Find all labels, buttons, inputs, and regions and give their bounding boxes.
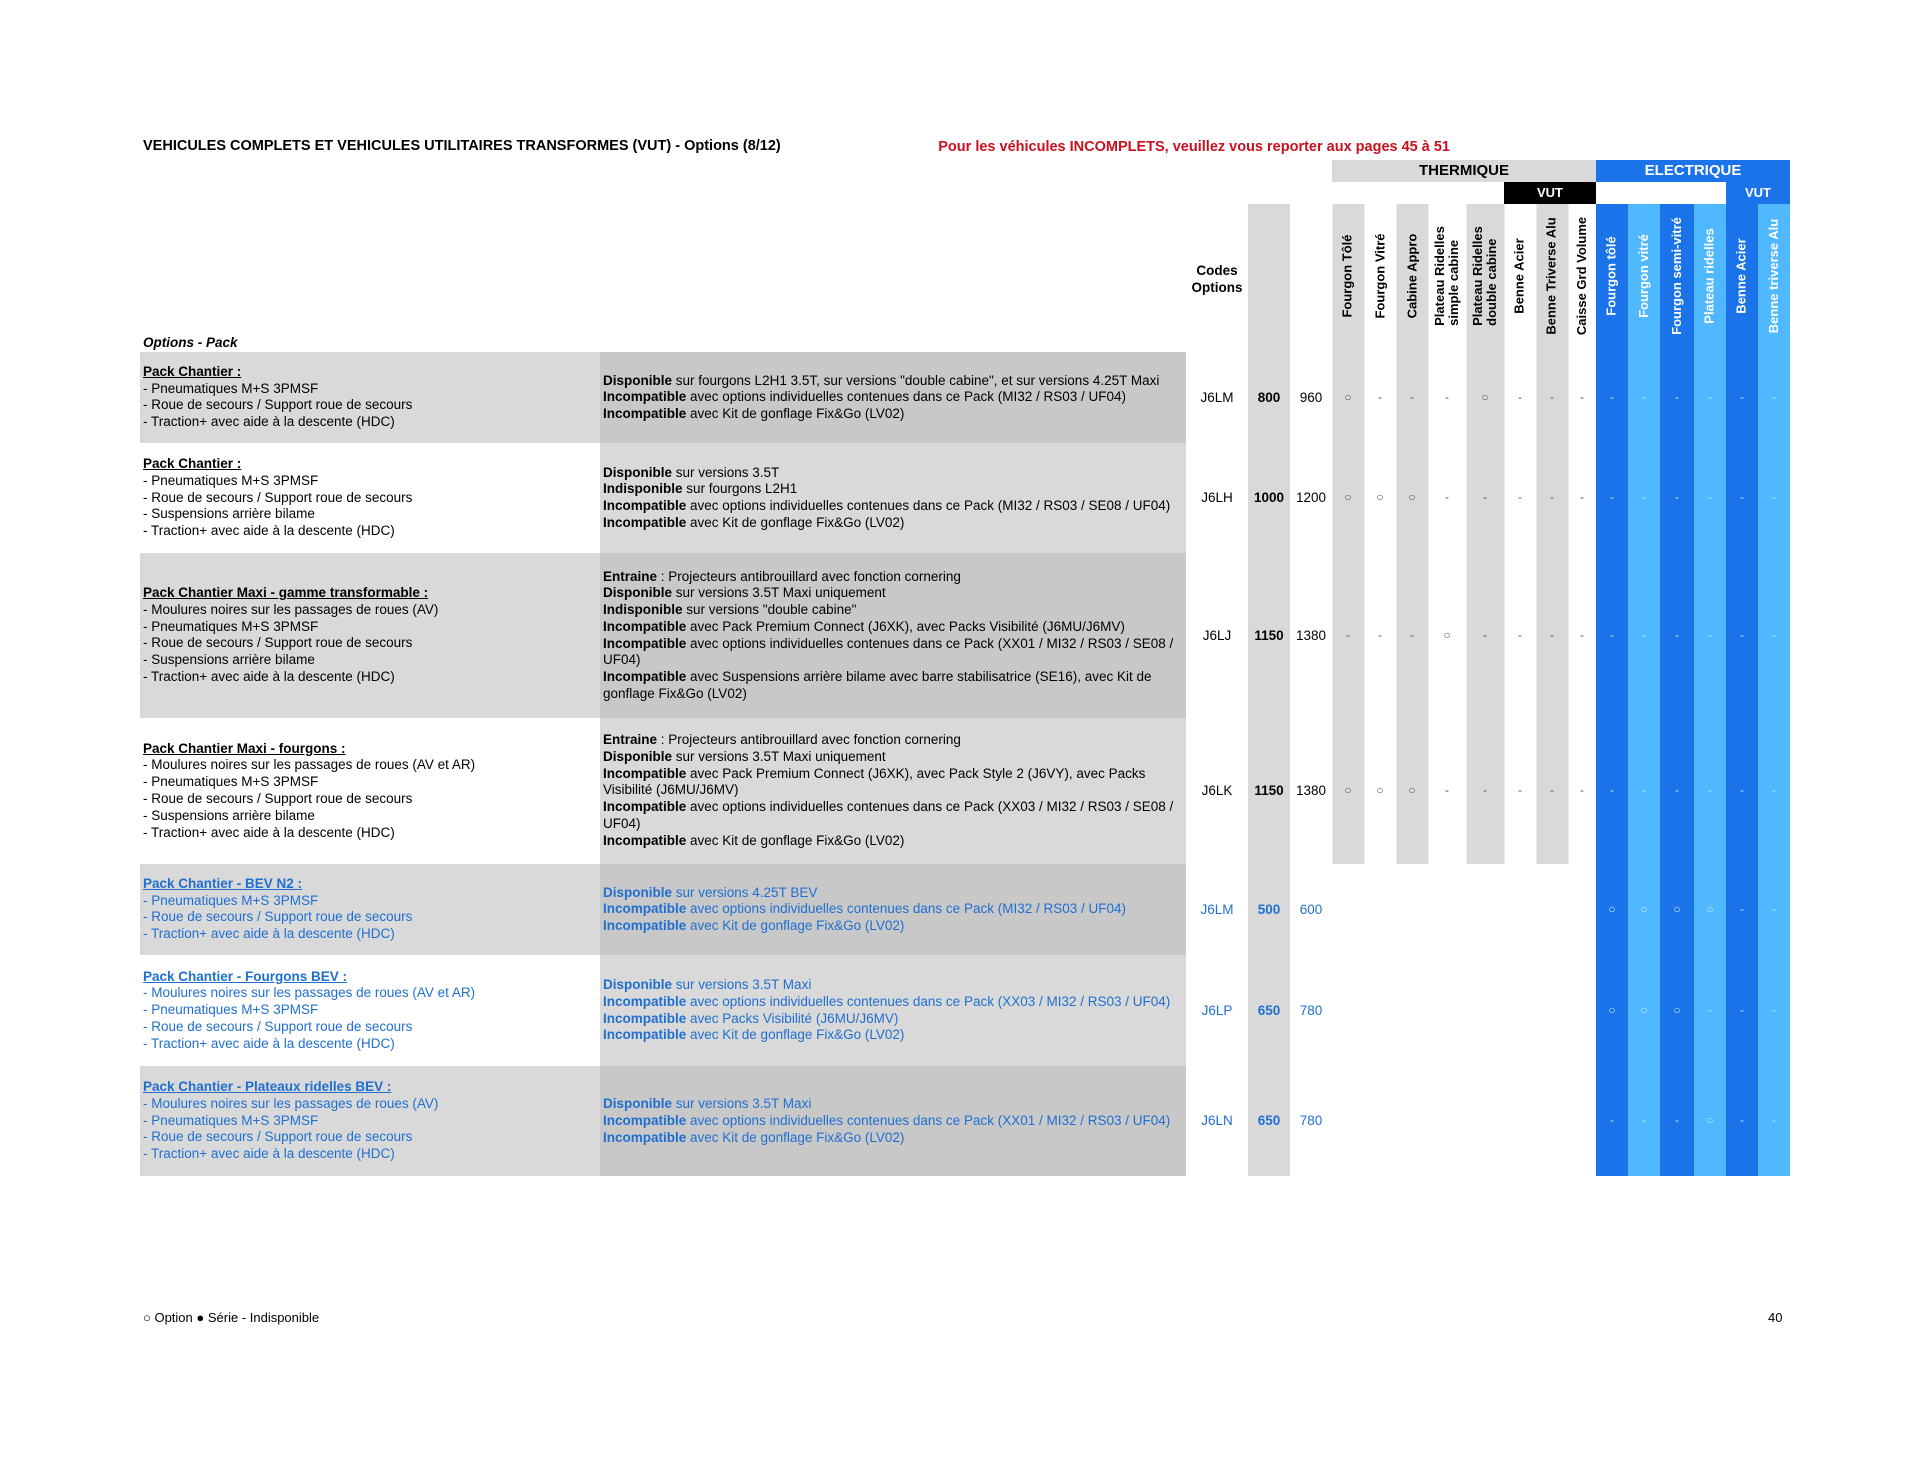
incomplete-vehicles-note: Pour les véhicules INCOMPLETS, veuillez vous reporter aux pages 45 à 51 [938,139,1450,155]
price-ttc: 1380 [1295,783,1327,798]
availability-mark: - [1483,490,1487,504]
pack-name-cell [143,741,598,842]
availability-mark: - [1740,901,1744,916]
availability-mark: ○ [1706,901,1714,916]
description-line: Incompatible avec options individuelles contenues dans ce Pack (MI32 / RS03 / SE08 / UF04) [603,498,1171,514]
availability-mark: - [1610,1113,1614,1127]
availability-mark: - [1483,627,1487,642]
column-label-text: Benne Acier [1512,238,1528,314]
price-ttc: 1380 [1295,627,1327,643]
availability-mark: - [1772,901,1776,916]
pack-item: - Pneumatiques M+S 3PMSF [143,1002,319,1018]
thermique-column-label [1466,204,1504,348]
availability-mark: ○ [1408,783,1416,797]
availability-mark: ○ [1608,1002,1616,1017]
pack-description-cell [603,885,1183,935]
description-line: Incompatible avec options individuelles contenues dans ce Pack (XX03 / MI32 / RS03 / SE08 / UF04) [603,799,1174,831]
description-keyword: Incompatible [603,1112,687,1128]
column-label-text: Plateau Ridelles double cabine [1470,226,1499,326]
price-ttc: 600 [1299,901,1323,917]
description-keyword: Entraine [603,568,658,584]
availability-mark: ○ [1376,490,1384,504]
availability-mark: - [1772,627,1776,642]
thermique-column-label [1396,204,1428,348]
pack-description-cell [603,977,1183,1044]
pack-item: - Pneumatiques M+S 3PMSF [143,892,319,908]
description-keyword: Incompatible [603,765,687,781]
pack-item: - Moulures noires sur les passages de roues (AV et AR) [143,985,476,1001]
electrique-column-label [1596,204,1628,348]
price-ht: 500 [1257,901,1281,917]
pack-name-cell [143,456,598,540]
availability-mark: - [1642,389,1646,404]
availability-mark: ○ [1376,783,1384,797]
electrique-column-label [1758,204,1790,348]
availability-mark: - [1445,783,1449,797]
availability-mark: ○ [1706,1113,1714,1127]
description-keyword: Incompatible [603,389,687,405]
availability-mark: - [1708,627,1712,642]
description-line: Disponible sur versions 3.5T Maxi uniquement [603,748,886,764]
column-label-text: Benne triverse Alu [1766,218,1781,334]
pack-title[interactable]: Pack Chantier - Fourgons BEV : [143,968,348,984]
availability-mark: - [1580,490,1584,504]
page-title: VEHICULES COMPLETS ET VEHICULES UTILITAIRES TRANSFORMES (VUT) - Options (8/12) [143,138,781,154]
description-line: Incompatible avec Kit de gonflage Fix&Go (LV02) [603,1129,905,1145]
pack-item: - Traction+ avec aide à la descente (HDC) [143,523,395,539]
availability-mark: - [1483,783,1487,797]
price-ttc: 960 [1299,389,1323,405]
availability-mark: - [1610,783,1614,797]
availability-mark: - [1378,627,1382,642]
price-ht: 1000 [1253,490,1285,505]
availability-mark: - [1518,389,1522,404]
availability-mark: ○ [1443,627,1451,642]
price-ttc: 780 [1299,1002,1323,1018]
pack-item: - Pneumatiques M+S 3PMSF [143,1112,319,1128]
pack-item: - Roue de secours / Support roue de secours [143,1129,413,1145]
availability-mark: - [1675,627,1679,642]
pack-item: - Pneumatiques M+S 3PMSF [143,618,319,634]
description-keyword: Incompatible [603,1027,687,1043]
pack-item: - Traction+ avec aide à la descente (HDC) [143,1035,395,1051]
description-keyword: Indisponible [603,481,683,497]
availability-mark: - [1740,389,1744,404]
description-line: Incompatible avec Pack Premium Connect (J6XK), avec Pack Style 2 (J6VY), avec Packs Visibilité (J6MU/J6MV) [603,765,1146,798]
availability-mark: - [1445,389,1449,404]
description-line: Disponible sur versions 3.5T Maxi uniquement [603,585,886,601]
legend: ○ Option ● Série - Indisponible [143,1310,320,1325]
price-ht: 650 [1257,1113,1281,1128]
column-label-text: Fourgon tôlé [1604,236,1619,316]
availability-mark: - [1610,389,1614,404]
description-keyword: Incompatible [603,1010,687,1026]
pack-description-cell [603,1096,1183,1146]
description-line: Incompatible avec Kit de gonflage Fix&Go (LV02) [603,406,905,422]
availability-mark: - [1580,783,1584,797]
availability-mark: - [1740,783,1744,797]
description-line: Indisponible sur fourgons L2H1 [603,481,798,497]
electrique-column-label [1726,204,1758,348]
availability-mark: - [1518,490,1522,504]
pack-item: - Suspensions arrière bilame [143,506,315,522]
description-keyword: Disponible [603,977,673,992]
pack-name-cell [143,876,598,943]
pack-title[interactable]: Pack Chantier - Plateaux ridelles BEV : [143,1079,392,1094]
availability-mark: - [1550,490,1554,504]
availability-mark: - [1580,627,1584,642]
pack-item: - Pneumatiques M+S 3PMSF [143,380,319,396]
pack-item: - Roue de secours / Support roue de secours [143,909,413,925]
section-label: Options - Pack [143,335,238,350]
thermique-column-label [1504,204,1536,348]
pack-item: - Moulures noires sur les passages de roues (AV) [143,1095,439,1111]
availability-mark: - [1642,490,1646,504]
electrique-column-stripe [1694,204,1726,1176]
pack-name-cell [143,1079,598,1163]
availability-mark: - [1708,783,1712,797]
option-code: J6LN [1201,1113,1233,1128]
description-keyword: Entraine [603,732,658,747]
column-label-text: Benne Acier [1734,238,1750,314]
pack-name-cell [143,585,598,686]
description-line: Incompatible avec Packs Visibilité (J6MU/J6MV) [603,1010,899,1026]
availability-mark: ○ [1640,901,1648,916]
description-keyword: Incompatible [603,918,687,934]
pack-item: - Traction+ avec aide à la descente (HDC) [143,414,395,430]
availability-mark: - [1518,783,1522,797]
description-keyword: Incompatible [603,669,687,685]
price-column-stripe [1248,204,1290,1176]
thermique-column-label [1568,204,1596,348]
description-keyword: Disponible [603,884,673,900]
electrique-column-stripe [1596,204,1628,1176]
availability-mark: ○ [1408,490,1416,504]
pack-item: - Suspensions arrière bilame [143,652,315,668]
description-line: Incompatible avec Kit de gonflage Fix&Go (LV02) [603,514,905,530]
availability-mark: - [1675,783,1679,797]
pack-item: - Suspensions arrière bilame [143,807,315,823]
electrique-column-stripe [1726,204,1758,1176]
thermique-column-label [1332,204,1364,348]
column-label-text: Fourgon semi-vitré [1669,217,1684,335]
availability-mark: ○ [1344,783,1352,797]
availability-mark: ○ [1481,389,1489,404]
description-line: Entraine : Projecteurs antibrouillard avec fonction cornering [603,568,961,584]
availability-mark: - [1772,490,1776,504]
availability-mark: - [1740,490,1744,504]
pack-item: - Roue de secours / Support roue de secours [143,635,413,651]
pack-description-cell [603,732,1183,850]
codes-options-header: Codes Options [1191,263,1243,295]
description-keyword: Incompatible [603,514,687,530]
pack-name-cell [143,969,598,1053]
thermique-header: THERMIQUE [1332,160,1596,182]
availability-mark: - [1772,1113,1776,1127]
price-ht: 1150 [1254,627,1284,643]
electrique-column-label [1660,204,1694,348]
availability-mark: - [1675,490,1679,504]
description-line: Incompatible avec Kit de gonflage Fix&Go (LV02) [603,832,905,848]
description-keyword: Incompatible [603,832,687,848]
availability-mark: ○ [1673,1002,1681,1017]
pack-item: - Traction+ avec aide à la descente (HDC) [143,1146,395,1162]
description-keyword: Incompatible [603,618,687,634]
electrique-column-stripe [1758,204,1790,1176]
price-ttc: 1200 [1295,490,1327,505]
description-line: Incompatible avec Kit de gonflage Fix&Go (LV02) [603,918,905,934]
description-line: Incompatible avec Kit de gonflage Fix&Go (LV02) [603,1027,905,1043]
availability-mark: - [1445,490,1449,504]
pack-title[interactable]: Pack Chantier : [143,456,242,471]
electrique-header: ELECTRIQUE [1596,160,1790,182]
option-code: J6LM [1200,901,1234,917]
availability-mark: - [1772,1002,1776,1017]
availability-mark: - [1675,1113,1679,1127]
description-keyword: Incompatible [603,406,687,422]
availability-mark: - [1642,1113,1646,1127]
description-keyword: Disponible [603,464,673,480]
option-code: J6LM [1200,389,1234,405]
column-label-text: Fourgon Tôlé [1340,234,1356,318]
availability-mark: - [1642,627,1646,642]
description-keyword: Incompatible [603,901,687,917]
pack-item: - Traction+ avec aide à la descente (HDC) [143,669,395,685]
description-keyword: Incompatible [603,498,687,514]
price-ht: 1150 [1254,783,1284,798]
pack-title[interactable]: Pack Chantier Maxi - fourgons : [143,740,346,756]
availability-mark: - [1378,389,1382,404]
availability-mark: - [1772,783,1776,797]
pack-description-cell [603,569,1183,703]
description-line: Disponible sur versions 3.5T Maxi [603,1096,812,1111]
column-label-text: Fourgon vitré [1636,234,1651,318]
availability-mark: - [1642,783,1646,797]
column-label-text: Benne Triverse Alu [1544,217,1560,335]
pack-name-cell [143,364,598,431]
option-code: J6LH [1201,490,1233,505]
price-ht: 650 [1257,1002,1281,1018]
pack-item: - Pneumatiques M+S 3PMSF [143,774,319,790]
availability-mark: ○ [1344,389,1352,404]
availability-mark: - [1580,389,1584,404]
electrique-column-stripe [1660,204,1694,1176]
electrique-column-label [1628,204,1660,348]
price-ttc: 780 [1299,1113,1323,1128]
description-line: Incompatible avec options individuelles contenues dans ce Pack (MI32 / RS03 / UF04) [603,901,1126,917]
pack-description-cell [603,465,1183,532]
description-keyword: Disponible [603,748,673,764]
option-code: J6LK [1201,783,1233,798]
pack-item: - Moulures noires sur les passages de roues (AV et AR) [143,757,476,773]
availability-mark: - [1610,490,1614,504]
column-label-text: Fourgon Vitré [1372,233,1388,319]
pack-title[interactable]: Pack Chantier : [143,363,242,379]
availability-mark: - [1610,627,1614,642]
description-line: Indisponible sur versions "double cabine" [603,602,857,618]
description-line: Incompatible avec options individuelles contenues dans ce Pack (XX03 / MI32 / RS03 / UF04) [603,993,1171,1009]
price-column-stripe [1290,204,1332,1176]
pack-title[interactable]: Pack Chantier Maxi - gamme transformable : [143,585,429,601]
electrique-column-label [1694,204,1726,348]
availability-mark: - [1740,1002,1744,1017]
description-line: Disponible sur fourgons L2H1 3.5T, sur versions "double cabine", et sur versions 4.25T Maxi [603,372,1160,388]
page-number: 40 [1768,1310,1783,1325]
pack-item: - Moulures noires sur les passages de roues (AV) [143,601,439,617]
description-line: Incompatible avec options individuelles contenues dans ce Pack (XX01 / MI32 / RS03 / UF04) [603,1112,1171,1128]
availability-mark: - [1740,627,1744,642]
description-keyword: Disponible [603,585,673,601]
availability-mark: - [1410,627,1414,642]
availability-mark: - [1518,627,1522,642]
column-label-text: Caisse Grd Volume [1574,216,1589,336]
description-line: Disponible sur versions 4.25T BEV [603,884,818,900]
option-code: J6LJ [1202,627,1232,643]
pack-title[interactable]: Pack Chantier - BEV N2 : [143,875,303,891]
pack-item: - Traction+ avec aide à la descente (HDC) [143,926,395,942]
option-code: J6LP [1201,1002,1233,1018]
description-keyword: Incompatible [603,799,687,815]
pack-item: - Roue de secours / Support roue de secours [143,489,413,505]
vut-electrique-header: VUT [1726,182,1790,204]
pack-description-cell [603,373,1183,423]
availability-mark: - [1708,1002,1712,1017]
availability-mark: - [1740,1113,1744,1127]
description-keyword: Incompatible [603,1129,687,1145]
availability-mark: - [1675,389,1679,404]
description-line: Disponible sur versions 3.5T [603,464,780,480]
description-keyword: Incompatible [603,993,687,1009]
availability-mark: - [1550,783,1554,797]
description-line: Incompatible avec Pack Premium Connect (J6XK), avec Packs Visibilité (J6MU/J6MV) [603,618,1125,634]
description-keyword: Incompatible [603,635,687,651]
thermique-column-label [1364,204,1396,348]
pack-item: - Roue de secours / Support roue de secours [143,790,413,806]
availability-mark: - [1550,627,1554,642]
column-label-text: Plateau Ridelles simple cabine [1432,226,1461,326]
thermique-column-label [1428,204,1466,348]
description-line: Entraine : Projecteurs antibrouillard avec fonction cornering [603,732,961,747]
pack-item: - Traction+ avec aide à la descente (HDC) [143,824,395,840]
column-label-text: Plateau ridelles [1702,228,1718,324]
pack-item: - Roue de secours / Support roue de secours [143,397,413,413]
description-keyword: Disponible [603,1096,673,1111]
availability-mark: ○ [1640,1002,1648,1017]
pack-item: - Roue de secours / Support roue de secours [143,1018,413,1034]
vut-thermique-header: VUT [1504,182,1596,204]
price-ht: 800 [1257,389,1281,405]
thermique-column-label [1536,204,1568,348]
column-label-text: Cabine Appro [1404,233,1419,319]
availability-mark: - [1550,389,1554,404]
availability-mark: ○ [1608,901,1616,916]
description-keyword: Indisponible [603,602,683,618]
availability-mark: ○ [1344,490,1352,504]
description-keyword: Disponible [603,372,673,388]
description-line: Incompatible avec options individuelles contenues dans ce Pack (XX01 / MI32 / RS03 / SE08 / UF04) [603,635,1174,668]
availability-mark: - [1708,490,1712,504]
availability-mark: ○ [1673,901,1681,916]
availability-mark: - [1410,389,1414,404]
availability-mark: - [1772,389,1776,404]
pack-item: - Pneumatiques M+S 3PMSF [143,472,319,488]
description-line: Disponible sur versions 3.5T Maxi [603,977,812,992]
availability-mark: - [1708,389,1712,404]
availability-mark: - [1346,627,1350,642]
electrique-column-stripe [1628,204,1660,1176]
description-line: Incompatible avec Suspensions arrière bilame avec barre stabilisatrice (SE16), avec Kit de gonflage Fix&Go (LV02) [603,669,1152,702]
description-line: Incompatible avec options individuelles contenues dans ce Pack (MI32 / RS03 / UF04) [603,389,1126,405]
